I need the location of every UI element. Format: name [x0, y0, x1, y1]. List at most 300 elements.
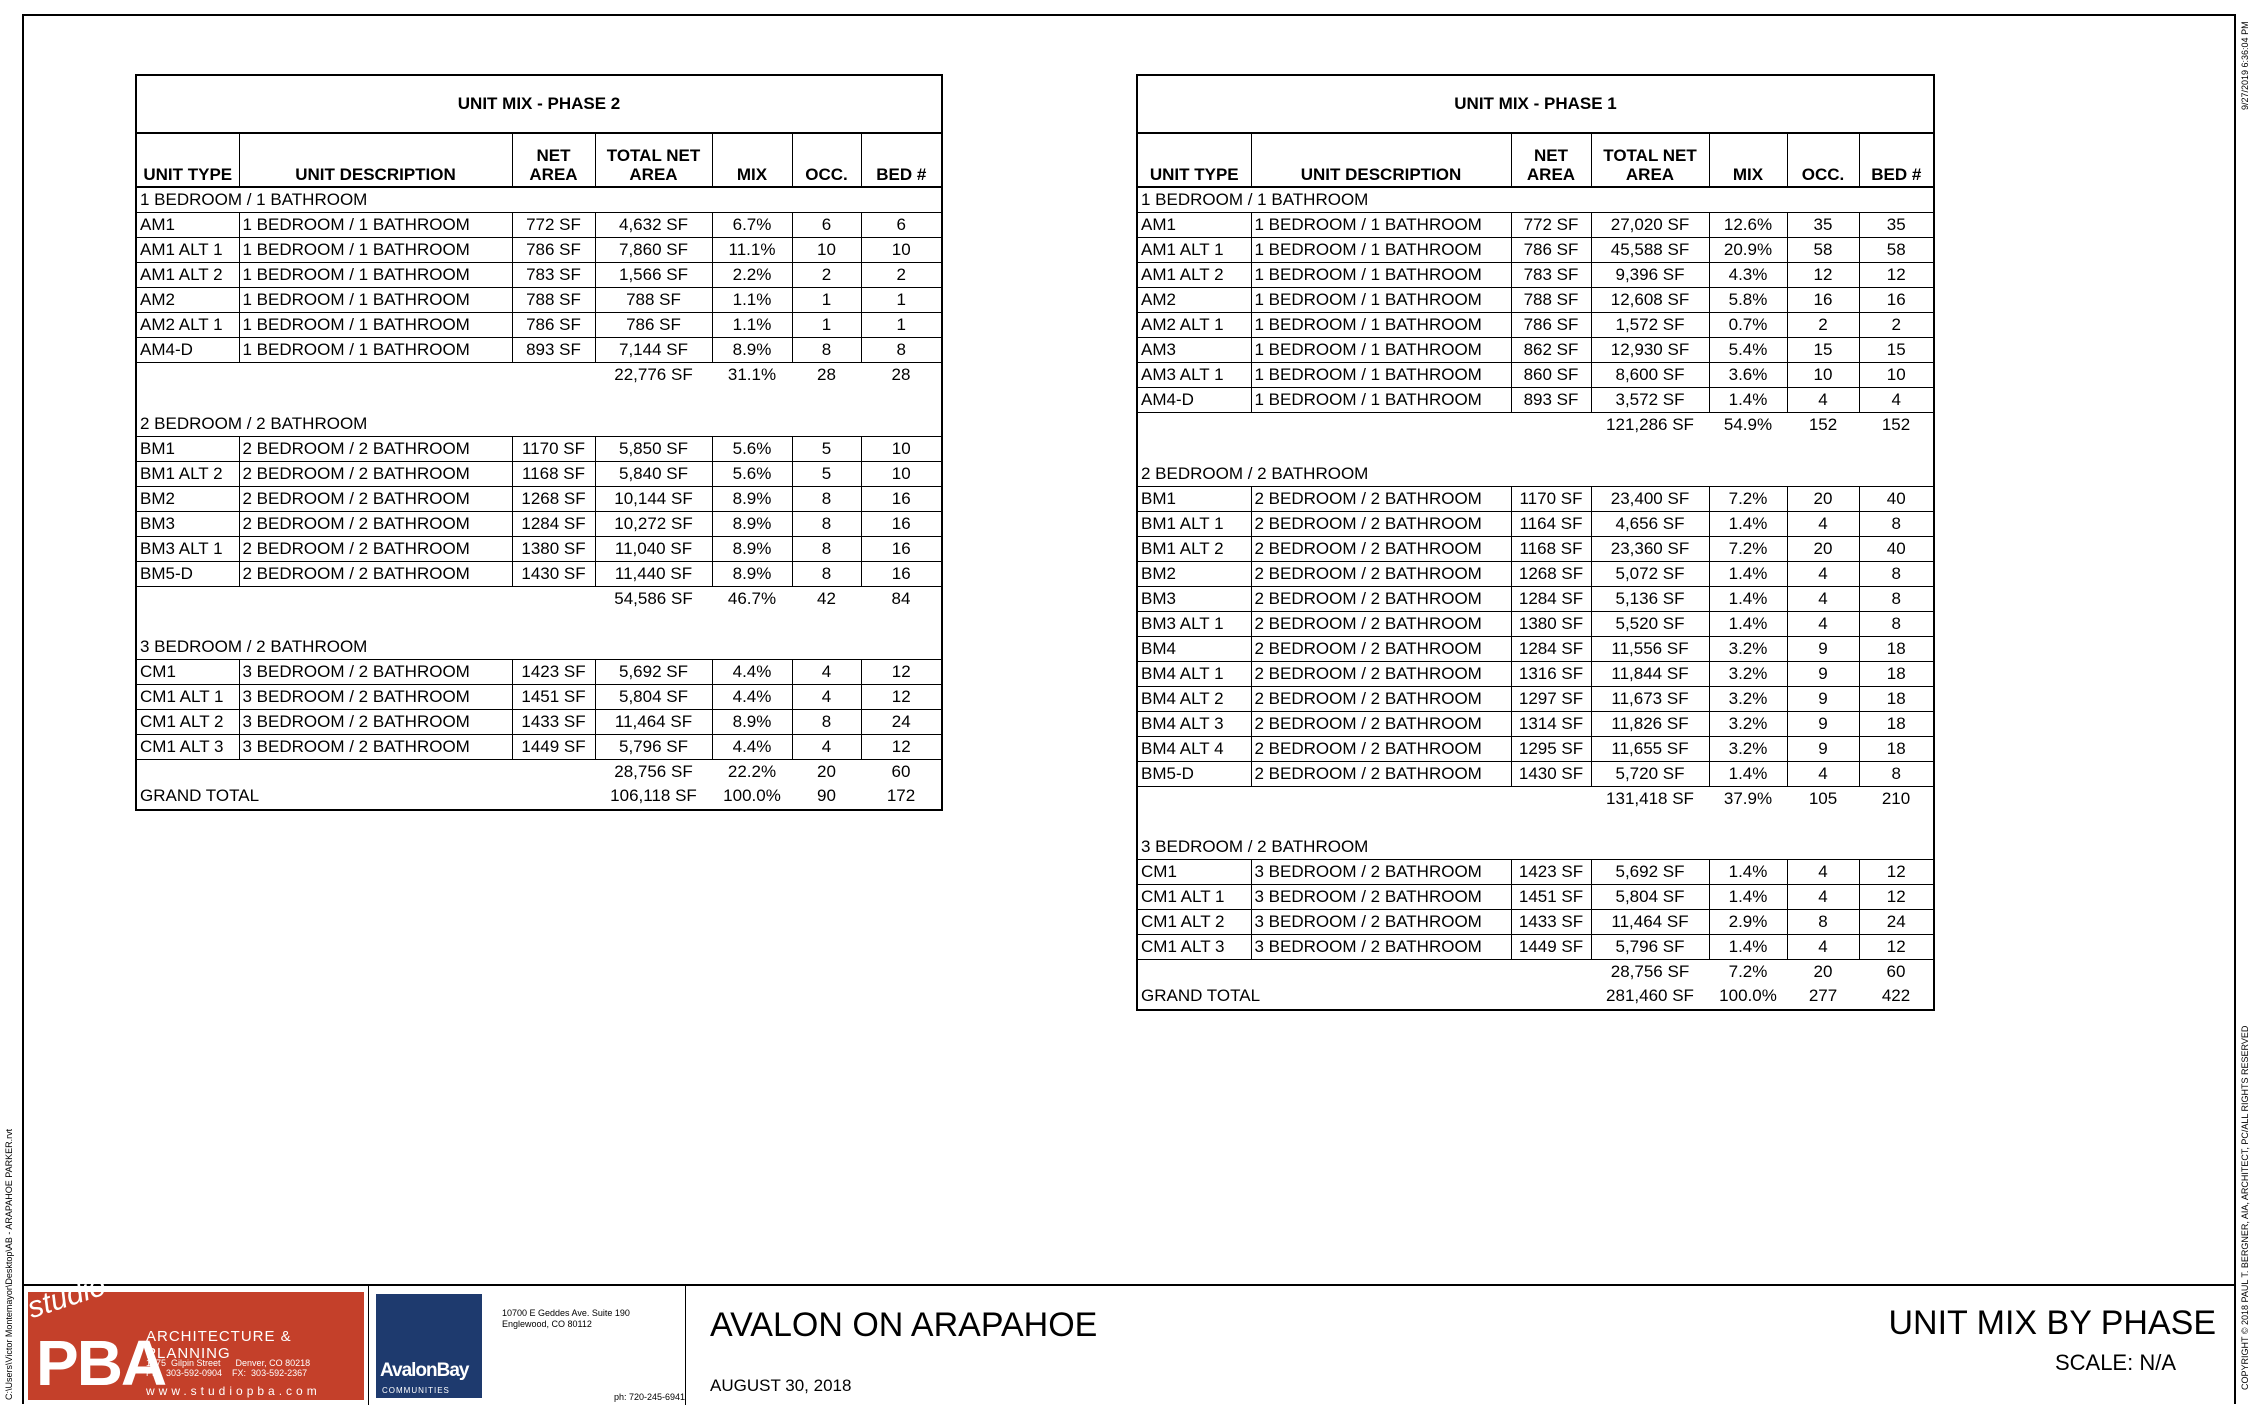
- table-row: [137, 288, 941, 313]
- table-cell: 1: [861, 288, 941, 313]
- table-row: [1138, 711, 1933, 736]
- table-cell: 11,844 SF: [1591, 661, 1709, 686]
- table-cell: 2: [861, 263, 941, 288]
- table-cell: 2 BEDROOM / 2 BATHROOM: [239, 511, 512, 536]
- table-cell: 12: [1859, 935, 1933, 960]
- table-cell: 9: [1787, 736, 1859, 761]
- table-cell: CM1 ALT 3: [137, 735, 239, 760]
- table-cell: 8: [1859, 561, 1933, 586]
- grand-total-row: [137, 784, 941, 809]
- column-header: UNIT TYPE: [1138, 133, 1251, 187]
- table-cell: 4: [792, 660, 861, 685]
- logo-studio-text: studio: [23, 1268, 110, 1326]
- table-cell: 893 SF: [1511, 388, 1591, 413]
- table-cell: 8: [1787, 910, 1859, 935]
- table-row: [1138, 388, 1933, 413]
- table-cell: 4.3%: [1709, 263, 1787, 288]
- table-cell: 3 BEDROOM / 2 BATHROOM: [1251, 885, 1511, 910]
- table-cell: 1.4%: [1709, 561, 1787, 586]
- table-cell: 7.2%: [1709, 536, 1787, 561]
- table-cell: 2 BEDROOM / 2 BATHROOM: [1251, 761, 1511, 786]
- table-cell: 1170 SF: [1511, 486, 1591, 511]
- subtotal-cell: 22,776 SF: [614, 365, 693, 384]
- table-cell: BM4 ALT 1: [1138, 661, 1251, 686]
- table-cell: 20: [1787, 536, 1859, 561]
- table-cell: 8: [1859, 586, 1933, 611]
- table-cell: 786 SF: [512, 313, 595, 338]
- column-header: BED #: [1859, 133, 1933, 187]
- table-row: [1138, 736, 1933, 761]
- table-cell: CM1: [1138, 860, 1251, 885]
- table-cell: 1423 SF: [1511, 860, 1591, 885]
- table-cell: 27,020 SF: [1591, 213, 1709, 238]
- table-cell: 1451 SF: [512, 685, 595, 710]
- subtotal-cell: 20: [817, 762, 836, 781]
- grand-total-cell: 100.0%: [723, 786, 781, 806]
- group-name: 3 BEDROOM / 2 BATHROOM: [1141, 837, 1369, 856]
- table-cell: 12,608 SF: [1591, 288, 1709, 313]
- table-cell: 1380 SF: [512, 536, 595, 561]
- table-cell: 788 SF: [512, 288, 595, 313]
- table-cell: 1: [792, 288, 861, 313]
- table-row: [1138, 313, 1933, 338]
- table-cell: 786 SF: [512, 238, 595, 263]
- subtotal-cell: 54.9%: [1723, 415, 1773, 434]
- table-cell: 8: [1859, 511, 1933, 536]
- group-name: 3 BEDROOM / 2 BATHROOM: [140, 637, 368, 656]
- table-cell: 786 SF: [1511, 238, 1591, 263]
- table-cell: 9,396 SF: [1591, 263, 1709, 288]
- table-cell: 35: [1787, 213, 1859, 238]
- subtotal-cell: 28: [891, 365, 911, 384]
- table-cell: 10,144 SF: [595, 486, 712, 511]
- table-cell: 16: [861, 511, 941, 536]
- table-cell: 1297 SF: [1511, 686, 1591, 711]
- table-cell: 788 SF: [595, 288, 712, 313]
- table-cell: 2 BEDROOM / 2 BATHROOM: [1251, 736, 1511, 761]
- column-header: MIX: [1709, 133, 1787, 187]
- schedule-title-row: [1138, 76, 1933, 133]
- table-cell: 6: [792, 213, 861, 238]
- table-cell: 8: [792, 710, 861, 735]
- table-cell: 1284 SF: [1511, 586, 1591, 611]
- table-cell: 1 BEDROOM / 1 BATHROOM: [1251, 338, 1511, 363]
- spacer-row: [1138, 811, 1933, 836]
- table-cell: 5.4%: [1709, 338, 1787, 363]
- subtotal-cell: 105: [1808, 788, 1838, 808]
- table-cell: 10: [1859, 363, 1933, 388]
- column-header: NET AREA: [512, 133, 595, 187]
- table-cell: 2 BEDROOM / 2 BATHROOM: [1251, 536, 1511, 561]
- spacer-cell: [137, 611, 941, 636]
- subtotal-cell: 20: [1813, 962, 1833, 981]
- table-cell: 1 BEDROOM / 1 BATHROOM: [239, 238, 512, 263]
- table-cell: 7.2%: [1709, 486, 1787, 511]
- grand-total-row: [1138, 984, 1933, 1009]
- table-cell: 4: [1787, 561, 1859, 586]
- table-cell: 1451 SF: [1511, 885, 1591, 910]
- table-cell: 15: [1859, 338, 1933, 363]
- table-cell: 1.1%: [712, 288, 792, 313]
- table-cell: 18: [1859, 736, 1933, 761]
- table-cell: 12: [1859, 263, 1933, 288]
- grand-total-cell: 281,460 SF: [1606, 986, 1694, 1006]
- table-cell: 20.9%: [1709, 238, 1787, 263]
- table-cell: 9: [1787, 661, 1859, 686]
- table-cell: 4,632 SF: [595, 213, 712, 238]
- logo-website: www.studiopba.com: [146, 1384, 321, 1398]
- table-cell: 3 BEDROOM / 2 BATHROOM: [239, 660, 512, 685]
- table-row: [137, 735, 941, 760]
- table-cell: 5,136 SF: [1591, 586, 1709, 611]
- table-cell: 16: [1787, 288, 1859, 313]
- table-cell: AM4-D: [1138, 388, 1251, 413]
- table-row: [137, 710, 941, 735]
- table-cell: 12.6%: [1709, 213, 1787, 238]
- table-cell: 5.6%: [712, 461, 792, 486]
- table-cell: 1.4%: [1709, 935, 1787, 960]
- table-row: [1138, 636, 1933, 661]
- table-cell: 9: [1787, 711, 1859, 736]
- table-row: [1138, 213, 1933, 238]
- subtotal-cell: 152: [1881, 415, 1911, 434]
- sheet-scale: SCALE: N/A: [2054, 1350, 2176, 1375]
- table-cell: 788 SF: [1511, 288, 1591, 313]
- table-cell: 2.2%: [712, 263, 792, 288]
- table-cell: 2: [1859, 313, 1933, 338]
- table-cell: 3,572 SF: [1591, 388, 1709, 413]
- table-cell: 1170 SF: [512, 436, 595, 461]
- table-row: [1138, 761, 1933, 786]
- table-cell: 1168 SF: [512, 461, 595, 486]
- table-cell: 2 BEDROOM / 2 BATHROOM: [239, 436, 512, 461]
- spacer-cell: [137, 387, 941, 412]
- subtotal-row: [137, 760, 941, 785]
- group-header-row: [137, 635, 941, 660]
- grand-total-label: GRAND TOTAL: [140, 786, 260, 806]
- table-cell: 4: [1787, 935, 1859, 960]
- table-cell: 16: [861, 561, 941, 586]
- table-row: [137, 436, 941, 461]
- phase2-table: [137, 76, 941, 809]
- table-cell: 8.9%: [712, 486, 792, 511]
- schedule-title: UNIT MIX - PHASE 1: [1138, 76, 1933, 133]
- table-row: [137, 660, 941, 685]
- table-cell: 8: [792, 561, 861, 586]
- table-cell: 1164 SF: [1511, 511, 1591, 536]
- column-header: UNIT TYPE: [137, 133, 239, 187]
- table-cell: 3 BEDROOM / 2 BATHROOM: [239, 685, 512, 710]
- subtotal-cell: 37.9%: [1723, 788, 1773, 808]
- table-cell: 2.9%: [1709, 910, 1787, 935]
- group-name: 2 BEDROOM / 2 BATHROOM: [1141, 463, 1369, 483]
- table-cell: 16: [1859, 288, 1933, 313]
- table-cell: 1 BEDROOM / 1 BATHROOM: [239, 263, 512, 288]
- table-cell: 24: [1859, 910, 1933, 935]
- schedule-title: UNIT MIX - PHASE 2: [137, 76, 941, 133]
- table-cell: 3.2%: [1709, 736, 1787, 761]
- subtotal-cell: 7.2%: [1728, 962, 1768, 981]
- group-header-row: [1138, 835, 1933, 860]
- subtotal-cell: 42: [817, 588, 836, 608]
- table-cell: 11,655 SF: [1591, 736, 1709, 761]
- table-cell: 8: [1859, 761, 1933, 786]
- table-cell: 11,556 SF: [1591, 636, 1709, 661]
- avalonbay-logo: [376, 1294, 482, 1398]
- table-cell: CM1 ALT 2: [1138, 910, 1251, 935]
- grand-total-cell: 90: [817, 786, 836, 806]
- column-header: TOTAL NET AREA: [1591, 133, 1709, 187]
- subtotal-cell: 210: [1881, 788, 1911, 808]
- table-cell: 5,520 SF: [1591, 611, 1709, 636]
- table-cell: 2 BEDROOM / 2 BATHROOM: [1251, 711, 1511, 736]
- table-cell: 1 BEDROOM / 1 BATHROOM: [1251, 263, 1511, 288]
- table-cell: 1.4%: [1709, 511, 1787, 536]
- table-cell: 2 BEDROOM / 2 BATHROOM: [1251, 561, 1511, 586]
- table-row: [137, 685, 941, 710]
- table-cell: AM1 ALT 1: [1138, 238, 1251, 263]
- table-cell: 5,804 SF: [1591, 885, 1709, 910]
- table-cell: 10: [861, 461, 941, 486]
- table-cell: BM5-D: [137, 561, 239, 586]
- table-cell: 5,796 SF: [595, 735, 712, 760]
- table-cell: CM1 ALT 2: [137, 710, 239, 735]
- table-cell: 18: [1859, 711, 1933, 736]
- studio-pba-logo: [23, 1268, 364, 1400]
- table-cell: 3.6%: [1709, 363, 1787, 388]
- table-cell: 1.1%: [712, 313, 792, 338]
- table-cell: 12: [861, 660, 941, 685]
- table-cell: 18: [1859, 686, 1933, 711]
- grand-total-cell: 172: [886, 786, 916, 806]
- table-cell: BM1: [1138, 486, 1251, 511]
- table-cell: 5,804 SF: [595, 685, 712, 710]
- group-name: 2 BEDROOM / 2 BATHROOM: [140, 413, 368, 433]
- table-cell: BM4: [1138, 636, 1251, 661]
- table-cell: 1 BEDROOM / 1 BATHROOM: [239, 313, 512, 338]
- table-cell: 58: [1787, 238, 1859, 263]
- table-cell: 23,360 SF: [1591, 536, 1709, 561]
- table-cell: 18: [1859, 636, 1933, 661]
- column-header-row: [1138, 133, 1933, 187]
- table-cell: 10: [861, 436, 941, 461]
- grand-total-cell: 106,118 SF: [610, 786, 697, 806]
- table-cell: 1430 SF: [1511, 761, 1591, 786]
- table-cell: 10: [861, 238, 941, 263]
- table-cell: 1.4%: [1709, 761, 1787, 786]
- table-cell: 5,692 SF: [1591, 860, 1709, 885]
- table-row: [1138, 860, 1933, 885]
- table-cell: 11.1%: [712, 238, 792, 263]
- grand-total-cell: 422: [1881, 986, 1911, 1006]
- table-cell: 40: [1859, 536, 1933, 561]
- table-cell: 2 BEDROOM / 2 BATHROOM: [239, 561, 512, 586]
- table-cell: 11,440 SF: [595, 561, 712, 586]
- subtotal-cell: 152: [1808, 415, 1838, 434]
- table-cell: BM4 ALT 3: [1138, 711, 1251, 736]
- table-cell: 772 SF: [512, 213, 595, 238]
- table-cell: 8,600 SF: [1591, 363, 1709, 388]
- table-cell: 5,796 SF: [1591, 935, 1709, 960]
- table-cell: 1314 SF: [1511, 711, 1591, 736]
- table-cell: 1 BEDROOM / 1 BATHROOM: [1251, 288, 1511, 313]
- table-cell: 1 BEDROOM / 1 BATHROOM: [1251, 363, 1511, 388]
- subtotal-spacer: [1138, 786, 1591, 811]
- column-header: MIX: [712, 133, 792, 187]
- table-cell: 8: [861, 338, 941, 363]
- table-cell: 3.2%: [1709, 636, 1787, 661]
- print-timestamp: 9/27/2019 6:36:04 PM: [2240, 21, 2250, 110]
- table-cell: 12: [1787, 263, 1859, 288]
- table-cell: AM2: [137, 288, 239, 313]
- table-cell: 5,720 SF: [1591, 761, 1709, 786]
- table-cell: 1.4%: [1709, 586, 1787, 611]
- sheet-title: UNIT MIX BY PHASE: [1888, 1304, 2216, 1342]
- table-cell: 2 BEDROOM / 2 BATHROOM: [1251, 661, 1511, 686]
- table-cell: AM2 ALT 1: [1138, 313, 1251, 338]
- table-cell: 8: [792, 486, 861, 511]
- phase1-schedule: [1136, 74, 1935, 1011]
- subtotal-spacer: [137, 586, 595, 611]
- subtotal-row: [137, 586, 941, 611]
- spacer-row: [1138, 437, 1933, 462]
- table-row: [1138, 238, 1933, 263]
- grand-total-cell: 100.0%: [1719, 986, 1777, 1006]
- table-cell: 862 SF: [1511, 338, 1591, 363]
- logo-pba-text: PBA: [36, 1327, 166, 1399]
- group-header-row: [137, 412, 941, 437]
- table-cell: 4: [792, 685, 861, 710]
- table-cell: 4: [1787, 860, 1859, 885]
- column-header: NET AREA: [1511, 133, 1591, 187]
- table-row: [1138, 661, 1933, 686]
- table-row: [137, 486, 941, 511]
- group-name: 1 BEDROOM / 1 BATHROOM: [140, 190, 368, 209]
- table-cell: 12: [861, 685, 941, 710]
- table-cell: 1430 SF: [512, 561, 595, 586]
- table-cell: 1: [861, 313, 941, 338]
- client-logo-name: AvalonBay: [380, 1360, 469, 1381]
- table-row: [137, 238, 941, 263]
- table-cell: 1168 SF: [1511, 536, 1591, 561]
- table-cell: 45,588 SF: [1591, 238, 1709, 263]
- table-cell: 8.9%: [712, 561, 792, 586]
- subtotal-row: [1138, 786, 1933, 811]
- table-row: [137, 461, 941, 486]
- spacer-row: [137, 387, 941, 412]
- title-block-divider: [685, 1286, 686, 1405]
- table-row: [137, 338, 941, 363]
- spacer-row: [137, 611, 941, 636]
- table-cell: 35: [1859, 213, 1933, 238]
- table-cell: CM1: [137, 660, 239, 685]
- table-cell: 1316 SF: [1511, 661, 1591, 686]
- table-cell: 10: [792, 238, 861, 263]
- table-cell: 1 BEDROOM / 1 BATHROOM: [1251, 313, 1511, 338]
- table-cell: 1,566 SF: [595, 263, 712, 288]
- table-cell: 772 SF: [1511, 213, 1591, 238]
- table-cell: 11,040 SF: [595, 536, 712, 561]
- table-cell: CM1 ALT 1: [137, 685, 239, 710]
- table-cell: AM3: [1138, 338, 1251, 363]
- table-row: [1138, 338, 1933, 363]
- table-cell: 893 SF: [512, 338, 595, 363]
- table-cell: BM1 ALT 2: [137, 461, 239, 486]
- project-date: AUGUST 30, 2018: [710, 1376, 852, 1395]
- table-cell: 11,826 SF: [1591, 711, 1709, 736]
- subtotal-cell: 46.7%: [727, 588, 777, 608]
- table-cell: BM2: [1138, 561, 1251, 586]
- table-cell: 1295 SF: [1511, 736, 1591, 761]
- table-cell: BM4 ALT 2: [1138, 686, 1251, 711]
- table-cell: 786 SF: [595, 313, 712, 338]
- table-cell: 5,850 SF: [595, 436, 712, 461]
- table-cell: 2 BEDROOM / 2 BATHROOM: [1251, 636, 1511, 661]
- subtotal-spacer: [137, 760, 595, 785]
- table-cell: BM3 ALT 1: [1138, 611, 1251, 636]
- grand-total-cell: 277: [1808, 986, 1838, 1006]
- table-cell: 2: [792, 263, 861, 288]
- table-cell: 3 BEDROOM / 2 BATHROOM: [239, 735, 512, 760]
- table-cell: 10: [1787, 363, 1859, 388]
- subtotal-cell: 131,418 SF: [1606, 788, 1694, 808]
- table-cell: 3.2%: [1709, 661, 1787, 686]
- table-cell: 3 BEDROOM / 2 BATHROOM: [1251, 935, 1511, 960]
- subtotal-cell: 28,756 SF: [614, 762, 693, 781]
- subtotal-cell: 22.2%: [727, 762, 777, 781]
- table-cell: 9: [1787, 686, 1859, 711]
- table-cell: 1449 SF: [1511, 935, 1591, 960]
- subtotal-cell: 60: [891, 762, 911, 781]
- table-cell: 0.7%: [1709, 313, 1787, 338]
- file-path: C:\Users\Victor Montemayor\Desktop\AB - ARAPAHOE PARKER.rvt: [4, 1128, 14, 1400]
- table-cell: AM1: [1138, 213, 1251, 238]
- table-row: [137, 561, 941, 586]
- group-header-row: [1138, 462, 1933, 487]
- table-row: [1138, 885, 1933, 910]
- schedule-title-row: [137, 76, 941, 133]
- table-row: [1138, 935, 1933, 960]
- table-cell: 4,656 SF: [1591, 511, 1709, 536]
- table-cell: 1380 SF: [1511, 611, 1591, 636]
- table-row: [137, 511, 941, 536]
- column-header: UNIT DESCRIPTION: [1251, 133, 1511, 187]
- column-header: OCC.: [1787, 133, 1859, 187]
- table-row: [137, 313, 941, 338]
- project-title: AVALON ON ARAPAHOE: [710, 1306, 1098, 1344]
- table-cell: 3.2%: [1709, 686, 1787, 711]
- table-cell: 10,272 SF: [595, 511, 712, 536]
- table-row: [1138, 511, 1933, 536]
- subtotal-spacer: [1138, 960, 1591, 985]
- table-cell: 7,144 SF: [595, 338, 712, 363]
- table-cell: BM3 ALT 1: [137, 536, 239, 561]
- table-cell: 4.4%: [712, 735, 792, 760]
- subtotal-row: [137, 363, 941, 388]
- table-cell: 58: [1859, 238, 1933, 263]
- table-cell: 8.9%: [712, 536, 792, 561]
- column-header-row: [137, 133, 941, 187]
- table-cell: BM1: [137, 436, 239, 461]
- table-row: [137, 536, 941, 561]
- table-cell: 5,840 SF: [595, 461, 712, 486]
- logo-tagline: ARCHITECTURE & PLANNING: [146, 1328, 292, 1362]
- table-cell: 786 SF: [1511, 313, 1591, 338]
- subtotal-cell: 31.1%: [727, 365, 777, 384]
- table-cell: BM3: [1138, 586, 1251, 611]
- table-cell: 4: [1787, 586, 1859, 611]
- table-cell: 12,930 SF: [1591, 338, 1709, 363]
